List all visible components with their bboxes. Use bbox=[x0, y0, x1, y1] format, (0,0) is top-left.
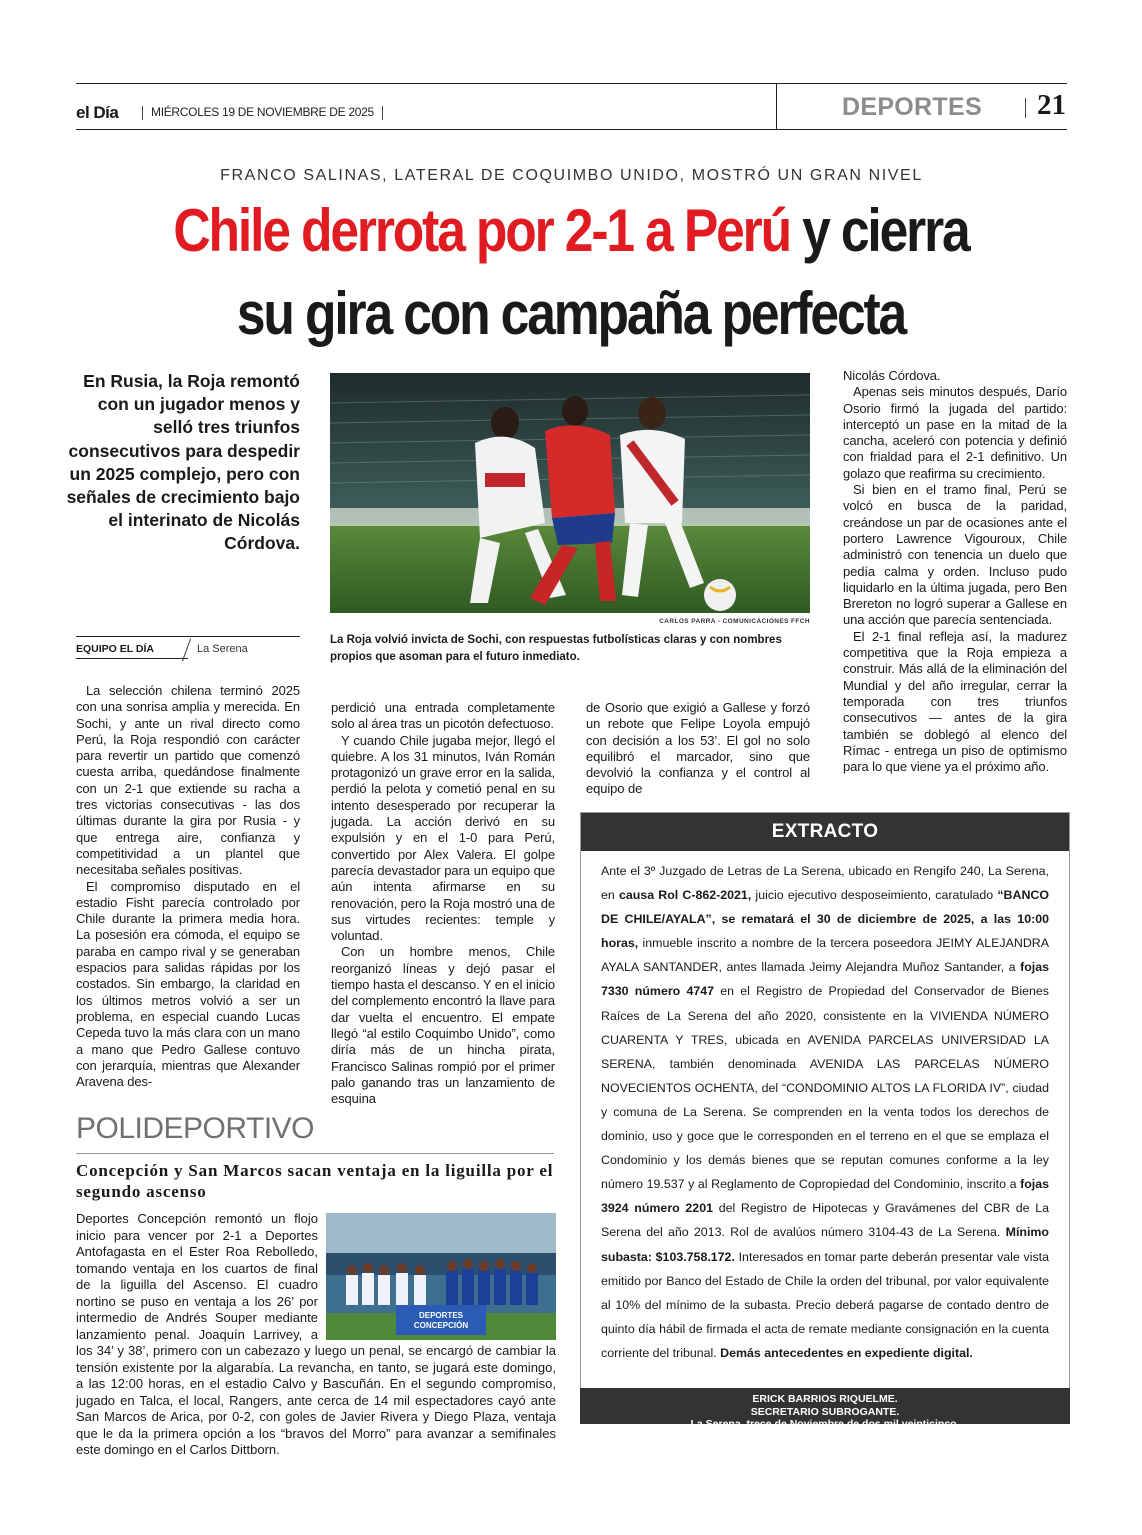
notice-bold: Demás antecedentes en expediente digital. bbox=[720, 1345, 973, 1360]
article-kicker: FRANCO SALINAS, LATERAL DE COQUIMBO UNIDO, MOSTRÓ UN GRAN NIVEL bbox=[220, 167, 923, 184]
team-photo-illustration bbox=[326, 1213, 556, 1340]
byline-location: La Serena bbox=[197, 643, 248, 655]
paragraph: de Osorio que exigió a Gallese y forzó un rebote que Felipe Loyola empujó con decisión a los 53’. El gol no solo equilibró el marcador, sino que devolvió la confianza y el control al equipo de bbox=[586, 700, 810, 797]
legal-notice-body bbox=[601, 859, 1049, 1365]
divider bbox=[142, 106, 143, 120]
byline-underline bbox=[76, 658, 188, 659]
paragraph: Apenas seis minutos después, Darío Osorio firmó la jugada del partido: interceptó un pase en la mitad de la cancha, aceleró con potencia y definió con frialdad para el 2-1 definitivo. Un golazo que reafirma su crecimiento. bbox=[843, 384, 1067, 481]
header-separator bbox=[776, 83, 777, 129]
divider bbox=[382, 106, 383, 120]
legal-notice-signature bbox=[580, 1388, 1070, 1430]
notice-text: Interesados en tomar parte deberán presentar vale vista emitido por Banco del Estado de Chile la orden del tribunal, por valor equivalente al 10% del mínimo de la subasta. Precio deberá pagarse de contado dentro de quinto día hábil de firmada el acta de remate mediante consignación en la cuenta corriente del tribunal. bbox=[601, 1249, 1050, 1360]
issue-date bbox=[134, 105, 391, 120]
notice-text: juicio ejecutivo desposeimiento, caratulado bbox=[751, 888, 998, 903]
paragraph: Si bien en el tramo final, Perú se volcó en busca de la paridad, creándose un par de ocasiones ante el portero Lawrence Vigouroux, Chile administró con tenencia un duelo que pedía calma y orden. Incluso pudo liquidarlo en la última jugada, pero Ben Brereton no logró superar a Gallese en una acción que parecía sentenciada. bbox=[843, 482, 1067, 628]
page-number-divider bbox=[1025, 98, 1026, 118]
paragraph: Y cuando Chile jugaba mejor, llegó el quiebre. A los 31 minutos, Iván Román protagonizó un grave error en la salida, perdió la pelota y cometió penal en su intento desesperado por recuperar la jugada. La acción derivó en su expulsión y en el 1-0 para Perú, convertido por Alex Valera. El golpe parecía devastador para un equipo que aún intenta afirmarse en su renovación, pero la Roja mostró una de sus virtudes recientes: temple y voluntad. bbox=[331, 732, 555, 944]
polideportivo-body-text: Deportes Concepción remontó un flojo inicio para vencer por 2-1 a Deportes Antofagasta en el Ester Roa Rebolledo, tomando ventaja en los cuartos de final de la liguilla del Ascenso. El cuadro nortino se puso en ventaja a los 26’ por intermedio de Andrés Souper mediante lanzamiento penal. Joaquín Larrivey, a los 34’ y 38’, primero con un cabezazo y luego un penal, se encargó de cambiar la tensión existente por la algarabía. La revancha, en tanto, se jugará este domingo, a las 12:00 horas, en el estadio Calvo y Bascuñán. En el segundo compromiso, jugado en Talca, el local, Rangers, ante cerca de 14 mil espectadores cayó ante San Marcos de Arica, por 0-2, con goles de Javier Rivera y Diego Plaza, ventaja que le da la primera opción a los “bravos del Morro” para avanzar a semifinales este domingo en el Carlos Dittborn. bbox=[76, 1211, 556, 1457]
header-top-rule bbox=[76, 83, 1067, 84]
issue-date-text: MIÉRCOLES 19 DE NOVIEMBRE DE 2025 bbox=[151, 105, 374, 119]
photo-credit: CARLOS PARRA - COMUNICACIONES FFCH bbox=[659, 618, 810, 625]
notice-bold: fojas 7330 número 4747 bbox=[601, 960, 1049, 999]
banner-text-2: CONCEPCIÓN bbox=[413, 1321, 469, 1330]
byline-author: EQUIPO EL DÍA bbox=[76, 643, 154, 655]
article-deck: En Rusia, la Roja remontó con un jugador menos y selló tres triunfos consecutivos para despedir un 2025 complejo, pero con señales de crecimiento bajo el interinato de Nicolás Córdova. bbox=[66, 371, 300, 554]
polideportivo-rule bbox=[76, 1153, 554, 1154]
polideportivo-headline: Concepción y San Marcos sacan ventaja en la liguilla por el segundo ascenso bbox=[76, 1161, 554, 1201]
legal-notice-box bbox=[580, 812, 1070, 1424]
notice-bold: “BANCO DE CHILE/AYALA”, se rematará el 30 de diciembre de 2025, a las 10:00 horas, bbox=[601, 888, 1049, 951]
byline-rule bbox=[76, 636, 300, 637]
match-photo bbox=[330, 373, 810, 613]
notice-bold: Mínimo subasta: $103.758.172. bbox=[601, 1225, 1049, 1264]
notice-text: del Registro de Hipotecas y Gravámenes del CBR de La Serena del año 2013. Rol de avalúos número 3104-43 de La Serena. bbox=[601, 1201, 1049, 1240]
banner-text-1: DEPORTES bbox=[418, 1311, 464, 1320]
paragraph: Nicolás Córdova. bbox=[843, 368, 941, 383]
header-bottom-rule bbox=[76, 129, 1067, 130]
paragraph: El 2-1 final refleja así, la madurez competitiva que la Roja empieza a construir. Más allá de la eliminación del Mundial y del año irregular, cerrar la temporada con tres triunfos consecutivos — antes de la gira también se doblegó al elenco del Rímac - entrega un piso de optimismo para lo que viene ya el próximo año. bbox=[843, 628, 1067, 775]
headline-black-1: y cierra bbox=[789, 197, 969, 264]
team-photo bbox=[326, 1213, 556, 1340]
paragraph: La selección chilena terminó 2025 con una sonrisa amplia y merecida. En Sochi, y ante un rival directo como Perú, la Roja respondió con carácter para revertir un partido que comenzó cuesta arriba, quedándose finalmente con un 2-1 que extiende su racha a tres victorias consecutivas - las dos últimas durante la gira por Rusia - y que entrega aire, confianza y competitividad a un plantel que necesitaba señales positivas. bbox=[76, 683, 300, 878]
headline-line-1 bbox=[132, 190, 1011, 272]
match-photo-illustration bbox=[330, 373, 810, 613]
notice-text: Ante el 3º Juzgado de Letras de La Serena, ubicado en Rengifo 240, La Serena, en bbox=[601, 864, 1049, 903]
article-column-1 bbox=[76, 683, 300, 1090]
page-number: 21 bbox=[1037, 89, 1066, 121]
headline-red: Chile derrota por 2-1 a Perú bbox=[173, 197, 790, 264]
section-name: DEPORTES bbox=[842, 93, 982, 121]
article-column-4 bbox=[843, 368, 1067, 775]
masthead-brand: el Día bbox=[76, 103, 119, 122]
polideportivo-section-title: POLIDEPORTIVO bbox=[76, 1112, 315, 1145]
notice-text: inmueble inscrito a nombre de la tercera poseedora JEIMY ALEJANDRA AYALA SANTANDER, antes llamada Jeimy Alejandra Muñoz Santander, a bbox=[601, 936, 1049, 975]
notice-bold: fojas 3924 número 2201 bbox=[601, 1177, 1049, 1216]
paragraph: perdició una entrada completamente solo al área tras un picotón defectuoso. bbox=[331, 700, 555, 732]
headline-line-2: su gira con campaña perfecta bbox=[236, 280, 906, 347]
signer-name: ERICK BARRIOS RIQUELME. bbox=[752, 1393, 898, 1405]
article-column-2 bbox=[331, 700, 555, 1107]
article-column-3 bbox=[586, 700, 810, 798]
notice-bold: causa Rol C-862-2021, bbox=[618, 888, 752, 903]
paragraph: El compromiso disputado en el estadio Fisht parecía controlado por Chile durante la primera media hora. La posesión era cómoda, el equipo se paraba en campo rival y se generaban espacios para salidas rápidas por los costados. Sin embargo, la claridad en los últimos metros volvió a ser un problema, en especial cuando Lucas Cepeda tuvo la más clara con un mano a mano que Pedro Gallese contuvo con jerarquía, mientras que Alexander Aravena des- bbox=[76, 878, 300, 1090]
notice-text: en el Registro de Propiedad del Conservador de Bienes Raíces de La Serena del año 2020, consistente en la VIVIENDA NÚMERO CUARENTA Y TRES, ubicada en AVENIDA PARCELAS UNIVERSIDAD LA SERENA, también denominada AVENIDA LAS PARCELAS NÚMERO NOVECIENTOS OCHENTA, del “CONDOMINIO ALTOS LA FLORIDA IV”, ciudad y comuna de La Serena. Se comprenden en la venta todos los derechos de dominio, uso y goce que le corresponden en el terreno en el que se emplaza el Condominio y los demás bienes que se reputan comunes conforme a la ley número 19.537 y al Reglamento de Copropiedad del Condominio, inscrito a bbox=[601, 984, 1049, 1192]
signer-date: La Serena, trece de Noviembre de dos mil veinticinco. bbox=[690, 1418, 960, 1430]
paragraph: Con un hombre menos, Chile reorganizó líneas y dejó pasar el tiempo hasta el descanso. Y en el inicio del complemento encontró la llave para dar vuelta el encuentro. El empate llegó “al estilo Coquimbo Unido”, como diría más de un hincha pirata, Francisco Salinas rompió por el primer palo ganando tras un lanzamiento de esquina bbox=[331, 944, 555, 1107]
signer-title: SECRETARIO SUBROGANTE. bbox=[750, 1405, 900, 1418]
photo-caption: La Roja volvió invicta de Sochi, con respuestas futbolísticas claras y con nombres propios que asoman para el futuro inmediato. bbox=[330, 634, 782, 663]
legal-notice-title: EXTRACTO bbox=[581, 813, 1069, 851]
